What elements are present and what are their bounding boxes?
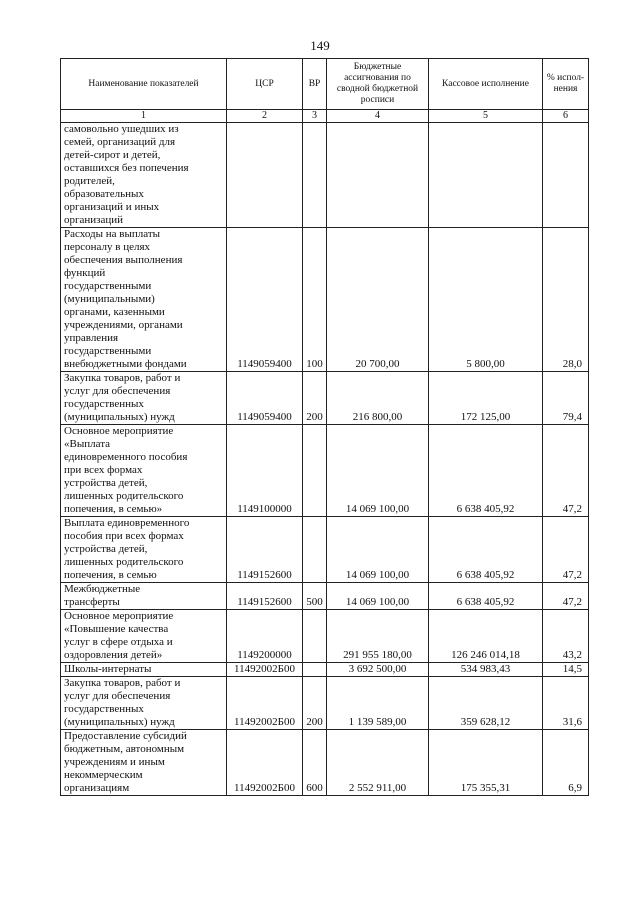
row-budget: 14 069 100,00 [327, 425, 429, 517]
row-budget: 1 139 589,00 [327, 677, 429, 730]
row-csr [227, 123, 303, 228]
table-row [61, 228, 589, 372]
column-number: 1 [61, 110, 227, 123]
row-csr: 11492002Б00 [227, 663, 303, 677]
row-pct: 47,2 [543, 425, 589, 517]
header-csr: ЦСР [227, 59, 303, 110]
column-number: 6 [543, 110, 589, 123]
row-budget [327, 123, 429, 228]
row-name: самовольно ушедших из семей, организаций для детей-сирот и детей, оставшихся без попечения родителей, образовательных организаций и иных организаций [61, 123, 227, 228]
row-pct [543, 123, 589, 228]
table-row [61, 610, 589, 663]
row-vr [303, 123, 327, 228]
row-name: Межбюджетные трансферты [61, 583, 227, 610]
row-name: Школы-интернаты [61, 663, 227, 677]
row-cash [429, 123, 543, 228]
row-csr: 1149059400 [227, 228, 303, 372]
table-row [61, 677, 589, 730]
row-vr: 200 [303, 677, 327, 730]
budget-execution-table [60, 58, 589, 796]
row-csr: 11492002Б00 [227, 677, 303, 730]
row-cash: 172 125,00 [429, 372, 543, 425]
row-pct: 31,6 [543, 677, 589, 730]
row-name: Предоставление субсидий бюджетным, автономным учреждениям и иным некоммерческим организациям [61, 730, 227, 796]
row-budget: 14 069 100,00 [327, 583, 429, 610]
column-number-row [61, 110, 589, 123]
row-pct: 47,2 [543, 517, 589, 583]
row-vr: 100 [303, 228, 327, 372]
row-pct: 6,9 [543, 730, 589, 796]
header-name: Наименование показателей [61, 59, 227, 110]
column-number: 5 [429, 110, 543, 123]
row-pct: 47,2 [543, 583, 589, 610]
row-cash: 6 638 405,92 [429, 583, 543, 610]
row-vr: 500 [303, 583, 327, 610]
row-vr [303, 610, 327, 663]
row-budget: 2 552 911,00 [327, 730, 429, 796]
row-budget: 20 700,00 [327, 228, 429, 372]
row-cash: 175 355,31 [429, 730, 543, 796]
row-csr: 11492002Б00 [227, 730, 303, 796]
row-vr [303, 663, 327, 677]
row-name: Закупка товаров, работ и услуг для обеспечения государственных (муниципальных) нужд [61, 677, 227, 730]
page-number: 149 [310, 38, 330, 53]
column-number: 3 [303, 110, 327, 123]
column-number: 4 [327, 110, 429, 123]
header-pct: % испол-нения [543, 59, 589, 110]
table-row [61, 425, 589, 517]
header-vr: ВР [303, 59, 327, 110]
row-budget: 3 692 500,00 [327, 663, 429, 677]
row-cash: 534 983,43 [429, 663, 543, 677]
row-csr: 1149200000 [227, 610, 303, 663]
row-pct: 14,5 [543, 663, 589, 677]
row-name: Основное мероприятие «Выплата единовременного пособия при всех формах устройства детей, лишенных родительского попечения, в семью» [61, 425, 227, 517]
row-pct: 43,2 [543, 610, 589, 663]
row-csr: 1149152600 [227, 583, 303, 610]
table-row [61, 517, 589, 583]
row-vr: 200 [303, 372, 327, 425]
table-row [61, 123, 589, 228]
row-name: Закупка товаров, работ и услуг для обеспечения государственных (муниципальных) нужд [61, 372, 227, 425]
row-csr: 1149152600 [227, 517, 303, 583]
row-name: Выплата единовременного пособия при всех формах устройства детей, лишенных родительского попечения, в семью [61, 517, 227, 583]
row-cash: 359 628,12 [429, 677, 543, 730]
row-pct: 28,0 [543, 228, 589, 372]
row-budget: 216 800,00 [327, 372, 429, 425]
header-budget: Бюджетные ассигнования по сводной бюджетной росписи [327, 59, 429, 110]
row-cash: 5 800,00 [429, 228, 543, 372]
row-cash: 126 246 014,18 [429, 610, 543, 663]
table-row [61, 583, 589, 610]
column-number: 2 [227, 110, 303, 123]
row-name: Основное мероприятие «Повышение качества услуг в сфере отдыха и оздоровления детей» [61, 610, 227, 663]
header-cash: Кассовое исполнение [429, 59, 543, 110]
row-budget: 14 069 100,00 [327, 517, 429, 583]
row-vr [303, 425, 327, 517]
row-pct: 79,4 [543, 372, 589, 425]
table-body [61, 123, 589, 796]
table-row [61, 663, 589, 677]
row-name: Расходы на выплаты персоналу в целях обеспечения выполнения функций государственными (муниципальными) органами, казенными учреждениями, органами управления государственными внебюджетными фондами [61, 228, 227, 372]
row-budget: 291 955 180,00 [327, 610, 429, 663]
row-cash: 6 638 405,92 [429, 425, 543, 517]
row-vr [303, 517, 327, 583]
row-vr: 600 [303, 730, 327, 796]
row-cash: 6 638 405,92 [429, 517, 543, 583]
table-header-row [61, 59, 589, 110]
row-csr: 1149059400 [227, 372, 303, 425]
table-row [61, 372, 589, 425]
row-csr: 1149100000 [227, 425, 303, 517]
table-row [61, 730, 589, 796]
